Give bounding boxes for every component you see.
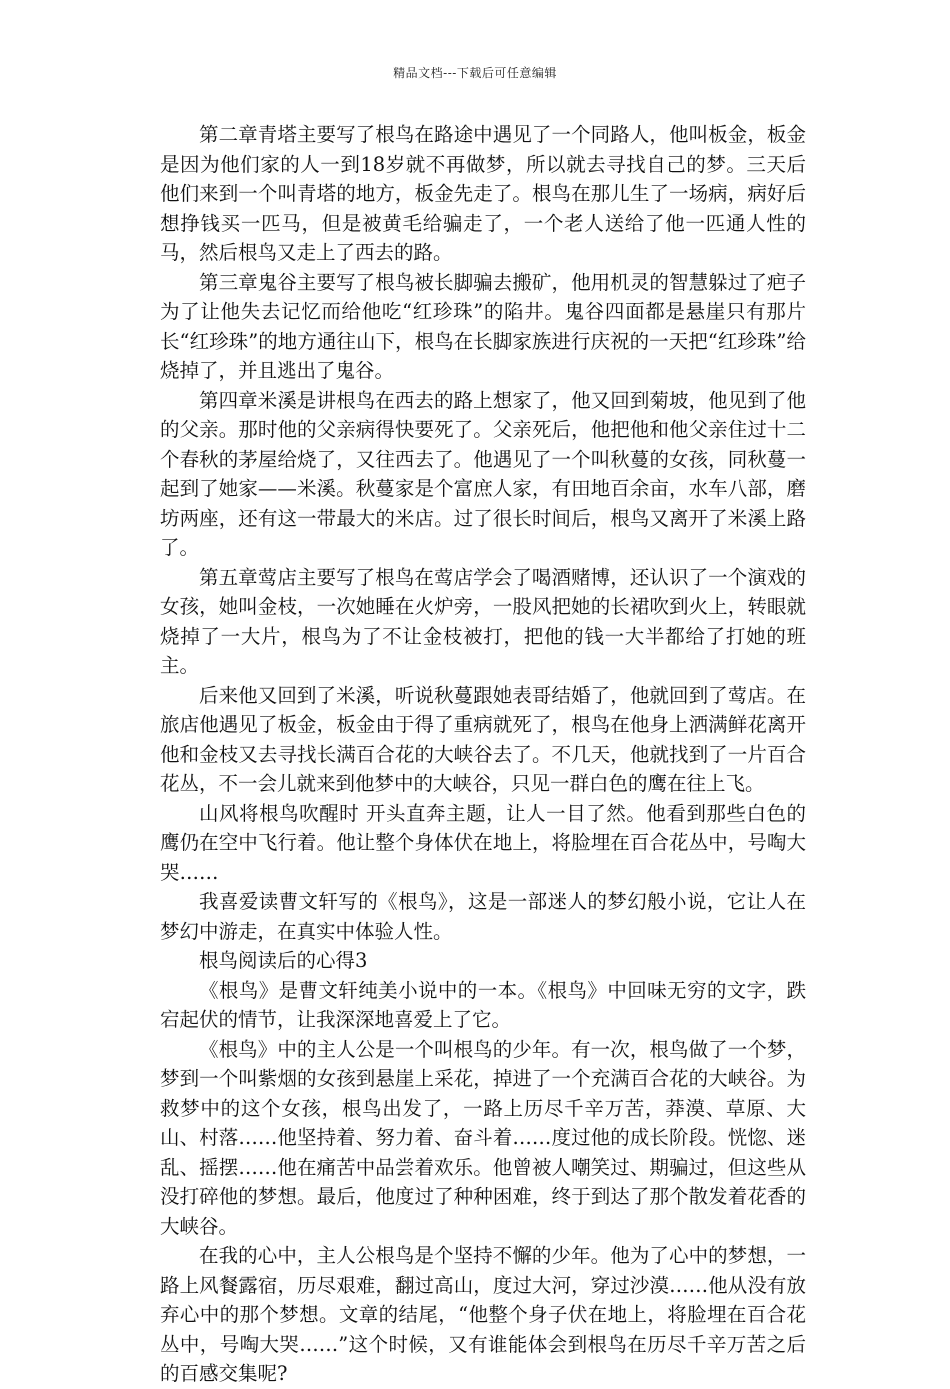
paragraph-protagonist-journey: 《根鸟》中的主人公是一个叫根鸟的少年。有一次，根鸟做了一个梦，梦到一个叫紫烟的女孩到悬崖上采花，掉进了一个充满百合花的大峡谷。为救梦中的这个女孩，根鸟出发了，一路上历尽千辛万苦，莽漠、草原、大山、村落……他坚持着、努力着、奋斗着……度过他的成长阶段。恍惚、迷乱、摇摆……他在痛苦中品尝着欢乐。他曾被人嘲笑过、期骗过，但这些从没打碎他的梦想。最后，他度过了种种困难，终于到达了那个散发着花香的大峡谷。 [160, 1037, 806, 1238]
paragraph-chapter-5: 第五章莺店主要写了根鸟在莺店学会了喝酒赌博，还认识了一个演戏的女孩，她叫金枝，一次她睡在火炉旁，一股风把她的长裙吹到火上，转眼就烧掉了一大片，根鸟为了不让金枝被打，把他的钱一大半都给了打她的班主。 [160, 565, 806, 677]
paragraph-chapter-2: 第二章青塔主要写了根鸟在路途中遇见了一个同路人，他叫板金，板金是因为他们家的人一到18岁就不再做梦，所以就去寻找自己的梦。三天后他们来到一个叫青塔的地方，板金先走了。根鸟在那儿生了一场病，病好后想挣钱买一匹马，但是被黄毛给骗走了，一个老人送给了他一匹通人性的马，然后根鸟又走上了西去的路。 [160, 123, 806, 264]
paragraph-intro-book: 《根鸟》是曹文轩纯美小说中的一本。《根鸟》中回味无穷的文字，跌宕起伏的情节，让我深深地喜爱上了它。 [160, 978, 806, 1031]
paragraph-reflection: 在我的心中，主人公根鸟是个坚持不懈的少年。他为了心中的梦想，一路上风餐露宿，历尽艰难，翻过高山，度过大河，穿过沙漠……他从没有放弃心中的那个梦想。文章的结尾，“他整个身子伏在地上，将脸埋在百合花丛中，号啕大哭……”这个时候，又有谁能体会到根鸟在历尽千辛万苦之后的百感交集呢? [160, 1244, 806, 1385]
paragraph-chapter-3: 第三章鬼谷主要写了根鸟被长脚骗去搬矿，他用机灵的智慧躲过了疤子为了让他失去记忆而给他吃“红珍珠”的陷井。鬼谷四面都是悬崖只有那片长“红珍珠”的地方通往山下，根鸟在长脚家族进行庆祝的一天把“红珍珠”给烧掉了，并且逃出了鬼谷。 [160, 270, 806, 382]
page-header: 精品文档---下载后可任意编辑 [393, 66, 557, 80]
paragraph-reading-love: 我喜爱读曹文轩写的《根鸟》，这是一部迷人的梦幻般小说，它让人在梦幻中游走，在真实中体验人性。 [160, 890, 806, 943]
paragraph-return-to-ying-dian: 后来他又回到了米溪，听说秋蔓跟她表哥结婚了，他就回到了莺店。在旅店他遇见了板金，板金由于得了重病就死了，根鸟在他身上洒满鲜花离开他和金枝又去寻找长满百合花的大峡谷去了。不几天，他就找到了一片百合花丛，不一会儿就来到他梦中的大峡谷，只见一群白色的鹰在往上飞。 [160, 683, 806, 795]
paragraph-chapter-4: 第四章米溪是讲根鸟在西去的路上想家了，他又回到菊坡，他见到了他的父亲。那时他的父亲病得快要死了。父亲死后，他把他和他父亲住过十二个春秋的茅屋给烧了，又往西去了。他遇见了一个叫秋蔓的女孩，同秋蔓一起到了她家——米溪。秋蔓家是个富庶人家，有田地百余亩，水车八部，磨坊两座，还有这一带最大的米店。过了很长时间后，根鸟又离开了米溪上路了。 [160, 388, 806, 559]
document-body [160, 120, 806, 1389]
paragraph-mountain-wind: 山风将根鸟吹醒时 开头直奔主题，让人一目了然。他看到那些白色的鹰仍在空中飞行着。他让整个身体伏在地上，将脸埋在百合花丛中，号啕大哭…… [160, 801, 806, 884]
section-heading: 根鸟阅读后的心得3 [199, 949, 368, 972]
